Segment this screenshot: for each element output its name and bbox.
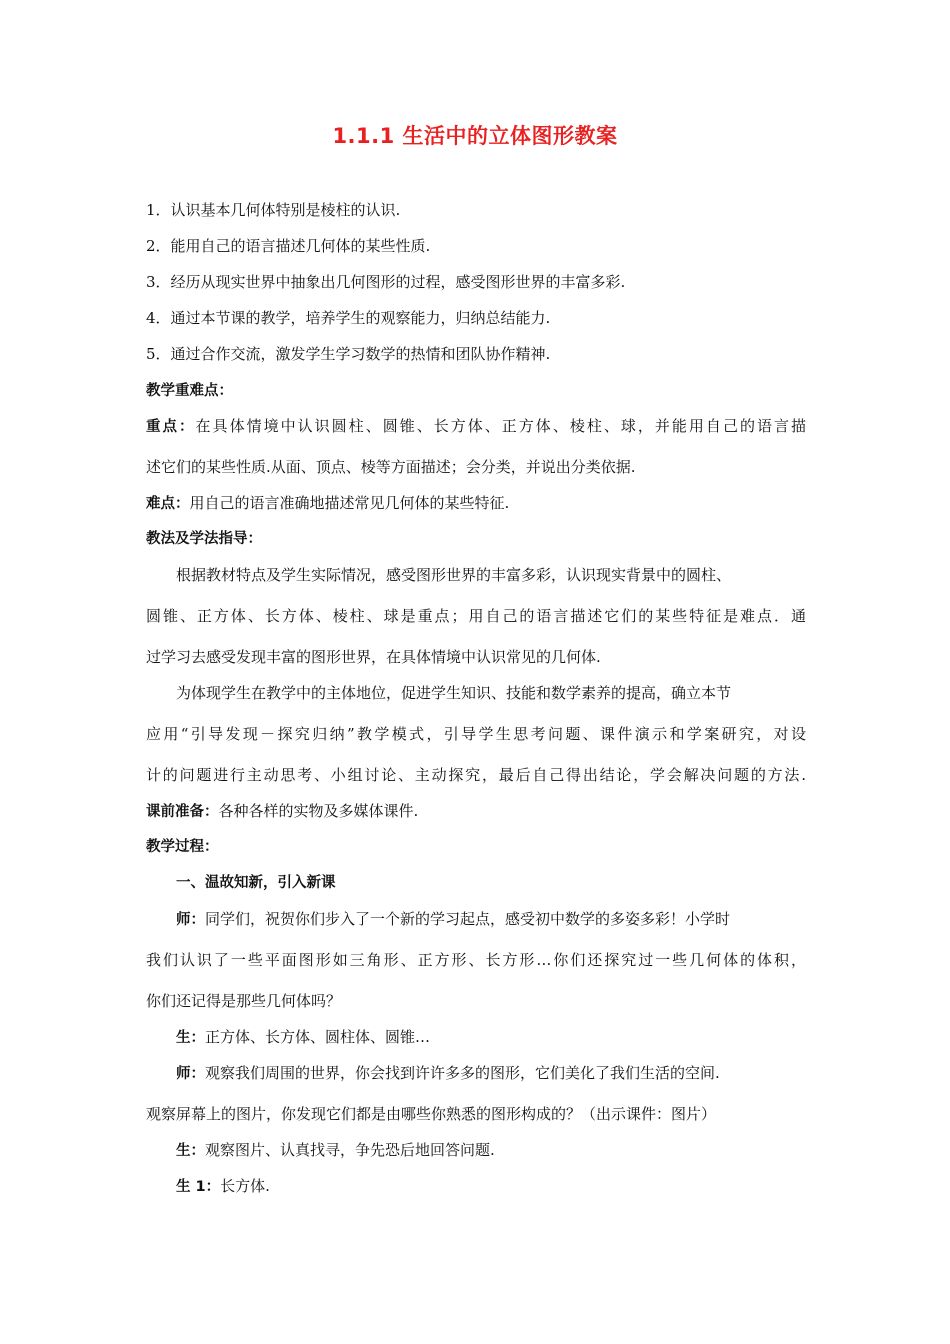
- teacher-text-2: 观察我们周围的世界，你会找到许许多多的图形，它们美化了我们生活的空间.: [205, 1064, 720, 1082]
- methods-heading: 教法及学法指导：: [146, 531, 262, 547]
- objective-2: 2．能用自己的语言描述几何体的某些性质.: [146, 237, 431, 255]
- objective-5: 5．通过合作交流，激发学生学习数学的热情和团队协作精神.: [146, 345, 551, 363]
- key-point-text: 在具体情境中认识圆柱、圆锥、长方体、正方体、棱柱、球，并能用自己的语言描: [195, 417, 806, 435]
- objective-1: 1．认识基本几何体特别是棱柱的认识.: [146, 201, 401, 219]
- teacher-line-3: 你们还记得是那些几何体吗？: [146, 992, 342, 1010]
- document-title: 1.1.1 生活中的立体图形教案: [332, 124, 618, 148]
- teacher-text-1: 同学们，祝贺你们步入了一个新的学习起点，感受初中数学的多姿多彩！小学时: [205, 910, 731, 928]
- difficult-point-text: 用自己的语言准确地描述常见几何体的某些特征.: [189, 494, 510, 512]
- student-line-1: [176, 1027, 846, 1048]
- student-text-1: 正方体、长方体、圆柱体、圆锥…: [205, 1028, 431, 1046]
- objective-4: 4．通过本节课的教学，培养学生的观察能力，归纳总结能力.: [146, 309, 551, 327]
- process-heading: 教学过程：: [146, 839, 219, 855]
- teacher-label-1: 师：: [176, 912, 205, 928]
- methods-p2-line-3: 计的问题进行主动思考、小组讨论、主动探究，最后自己得出结论，学会解决问题的方法.: [146, 766, 806, 784]
- student-text-2: 观察图片、认真找寻，争先恐后地回答问题.: [205, 1141, 495, 1159]
- preparation-text: 各种各样的实物及多媒体课件.: [218, 802, 419, 820]
- methods-p1-line-1: 根据教材特点及学生实际情况，感受图形世界的丰富多彩，认识现实背景中的圆柱、: [176, 566, 732, 584]
- preparation-label: 课前准备：: [146, 804, 219, 820]
- methods-p2-line-2: 应用“引导发现－探究归纳”教学模式，引导学生思考问题、课件演示和学案研究，对设: [146, 725, 806, 743]
- difficult-point-label: 难点：: [146, 496, 190, 512]
- teacher-label-2: 师：: [176, 1066, 205, 1082]
- student-label-2: 生：: [176, 1143, 205, 1159]
- student-line-3: [176, 1176, 846, 1197]
- key-difficult-heading: 教学重难点：: [146, 383, 233, 399]
- objective-3: 3．经历从现实世界中抽象出几何图形的过程，感受图形世界的丰富多彩.: [146, 273, 626, 291]
- teacher-line-2: 我们认识了一些平面图形如三角形、正方形、长方形…你们还探究过一些几何体的体积，: [146, 951, 806, 969]
- methods-p1-line-2: 圆锥、正方体、长方体、棱柱、球是重点；用自己的语言描述它们的某些特征是难点．通: [146, 607, 806, 625]
- teacher-line-1: [176, 909, 816, 930]
- student-label-3: 生 1：: [176, 1179, 221, 1195]
- key-point-line-1: [146, 416, 806, 437]
- teacher-line-4: [176, 1063, 816, 1084]
- teacher-line-5: 观察屏幕上的图片，你发现它们都是由哪些你熟悉的图形构成的？（出示课件：图片）: [146, 1105, 717, 1123]
- student-line-2: [176, 1140, 846, 1161]
- methods-p2-line-1: 为体现学生在教学中的主体地位，促进学生知识、技能和数学素养的提高，确立本节: [176, 684, 732, 702]
- preparation: [146, 801, 816, 822]
- difficult-point: [146, 493, 816, 514]
- student-text-3: 长方体.: [220, 1177, 270, 1195]
- key-point-line-2: 述它们的某些性质.从面、顶点、棱等方面描述；会分类，并说出分类依据.: [146, 458, 636, 476]
- methods-p1-line-3: 过学习去感受发现丰富的图形世界，在具体情境中认识常见的几何体.: [146, 648, 601, 666]
- key-point-label: 重点：: [146, 419, 196, 435]
- student-label-1: 生：: [176, 1030, 205, 1046]
- process-section-1: 一、温故知新，引入新课: [176, 875, 336, 891]
